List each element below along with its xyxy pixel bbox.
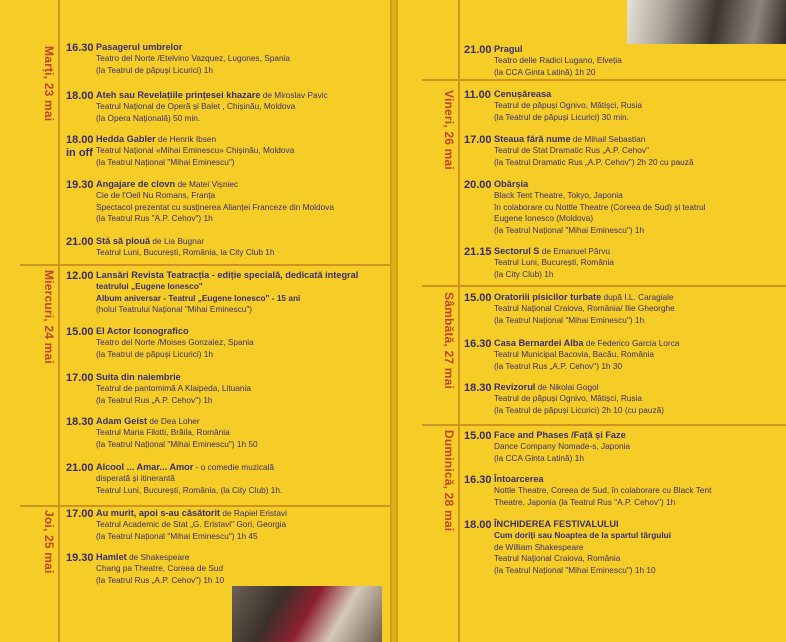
event-details <box>96 236 274 259</box>
event-time-value: 21.15 <box>464 246 492 258</box>
event-detail-line: în colaborare cu Nottle Theatre (Coreea de Sud) și teatrul <box>494 201 706 212</box>
event-detail-line: (la Teatrul Rus „A.P. Cehov") 1h 10 <box>96 574 225 585</box>
event-title: Hamlet <box>96 552 127 562</box>
event-detail-line: Teatrul Național Craiova, România/ Ilie Gheorghe <box>494 303 675 314</box>
event-detail-line: Teatrul Luni, București, România, (la City Club) 1h. <box>96 484 283 495</box>
event-detail-line: (la Teatrul Național "Mihai Eminescu") <box>96 156 235 167</box>
event-title-line <box>96 90 328 101</box>
event-detail-line: (la Opera Națională) 50 min. <box>96 112 201 123</box>
event-time <box>464 338 498 351</box>
event-title-line <box>96 326 254 337</box>
event-details <box>494 246 614 280</box>
event-time <box>464 382 498 395</box>
day-separator <box>422 79 786 81</box>
event-detail-line: (la Teatrul Național "Mihai Eminescu") 1h 10 <box>494 564 656 575</box>
event-time-value: 15.00 <box>464 292 492 304</box>
event-title: Adam Geist <box>96 416 148 426</box>
event-time-value: 17.00 <box>464 134 492 146</box>
event-time <box>66 552 100 565</box>
event-detail-line: (la Teatrul de păpuși Licurici) 1h <box>96 348 213 359</box>
day-column-divider <box>58 0 60 642</box>
event-detail-line: (la CCA Ginta Latină) 1h 20 <box>494 66 596 77</box>
event-details <box>494 179 706 236</box>
event-detail-line: Black Tent Theatre, Tokyo, Japonia <box>494 190 623 201</box>
event-details <box>494 338 679 372</box>
event-detail-line: Cum doriți sau Noaptea de la spartul târgului <box>494 530 672 541</box>
event-detail-line: Album aniversar - Teatrul „Eugene Ionesco" - 15 ani <box>96 292 301 303</box>
event-time-value: 11.00 <box>464 89 491 101</box>
event-detail-line: Eugene Ionesco (Moldova) <box>494 213 594 224</box>
page-gutter <box>390 0 398 642</box>
event-details <box>494 474 711 508</box>
event-title: Obârșia <box>494 179 529 189</box>
event-details <box>96 462 282 496</box>
event-details <box>96 326 254 360</box>
event-details <box>96 416 258 450</box>
event-title-line <box>494 382 664 393</box>
event-details <box>96 42 290 76</box>
event-time <box>66 372 100 385</box>
event-author: de Emanuel Pârvu <box>539 246 611 256</box>
event-detail-line: (holul Teatrului Național "Mihai Eminescu") <box>96 304 253 315</box>
event-title-line <box>96 552 224 563</box>
event-details <box>96 179 334 225</box>
event-author: de Miroslav Pavic <box>260 90 328 100</box>
event-title-line <box>494 179 706 190</box>
event-author: de Henrik Ibsen <box>155 134 217 144</box>
event-details <box>494 382 664 416</box>
event-detail-line: Teatrul de păpuși Ognivo, Mâtișci, Rusia <box>494 393 643 404</box>
event-details <box>96 552 224 586</box>
event-title-line <box>494 89 642 100</box>
event-title-line <box>494 292 675 303</box>
event-title-line <box>96 462 282 473</box>
event-details <box>96 508 287 542</box>
day-separator <box>20 264 390 266</box>
event-title: Stă să plouă <box>96 236 151 246</box>
event-author: de Nikolai Gogol <box>535 382 599 392</box>
event-title-line <box>494 519 671 530</box>
event-title-line <box>494 338 679 349</box>
event-time <box>464 89 498 102</box>
event-time-value: 17.00 <box>66 508 94 520</box>
event-author: de Federico Garcia Lorca <box>583 338 680 348</box>
event-title-line <box>96 508 287 519</box>
event-title: Lansări Revista Teatracția - ediție specială, dedicată integral <box>96 270 359 280</box>
event-title: El Actor Iconografico <box>96 326 189 336</box>
event-time <box>464 179 498 192</box>
event-detail-line: Teatrul de păpuși Ognivo, Mâtișci, Rusia <box>494 100 643 111</box>
day-separator <box>422 285 786 287</box>
event-time-value: 19.30 <box>66 179 94 191</box>
event-detail-line: Teatrul de Stat Dramatic Rus „A.P. Cehov" <box>494 145 649 156</box>
event-time <box>464 292 498 305</box>
event-detail-line: Teatrul de pantomimă A Klaipeda, Lituania <box>96 383 251 394</box>
event-detail-line: Teatrul Luni, București, România <box>494 257 614 268</box>
event-title-line <box>96 372 251 383</box>
event-time <box>464 474 498 487</box>
event-details <box>494 292 675 326</box>
event-detail-line: Teatrul Municipal Bacovia, Bacău, România <box>494 349 655 360</box>
event-details <box>494 44 622 78</box>
event-title-line <box>96 179 334 190</box>
event-time-value: 21.00 <box>66 462 94 474</box>
event-details <box>96 90 328 124</box>
event-detail-line: teatrului „Eugene Ionesco" <box>96 281 203 292</box>
event-title: Cenușăreasa <box>494 89 552 99</box>
event-title: Ateh sau Revelațiile prințesei khazare <box>96 90 261 100</box>
event-detail-line: (la Teatrul Rus „A.P. Cehov") 1h 30 <box>494 360 623 371</box>
event-time-value: 15.00 <box>66 326 94 338</box>
event-title-line <box>96 236 274 247</box>
event-detail-line: Teatrul Maria Filotti, Brăila, România <box>96 427 230 438</box>
event-title: ÎNCHIDEREA FESTIVALULUI <box>494 519 619 529</box>
stage-photo <box>232 586 382 642</box>
event-time-value: 20.00 <box>464 179 492 191</box>
day-separator <box>20 505 390 507</box>
event-author: de Mihail Sebastian <box>570 134 646 144</box>
event-time-value: 19.30 <box>66 552 94 564</box>
event-detail-line: Nottle Theatre, Coreea de Sud, în colaborare cu Black Tent <box>494 485 712 496</box>
event-title: Pragul <box>494 44 523 54</box>
event-time <box>464 246 498 259</box>
event-detail-line: disperată și itinerantă <box>96 473 175 484</box>
event-time-value: 12.00 <box>66 270 94 282</box>
day-column-divider <box>458 0 460 642</box>
event-title-line <box>96 134 294 145</box>
event-title-line <box>494 246 614 257</box>
event-title: Face and Phases /Față și Faze <box>494 430 626 440</box>
event-title-line <box>96 270 358 281</box>
right-page: Vineri, 26 mai Sâmbătă, 27 mai Duminică, 28 mai 21.00 Pragul Teatro delle Radici Lugano, Elveția (la CCA Ginta Latină) 1h 20 11.00 Cenușăreasa Teatrul de păpuși Ognivo, Mâtișci, Rusia (la Teatrul de păpuși Licurici) 30 min. 17.00 Steaua fără nume de Mihail Sebastian Teatrul de Stat Dramatic Rus „A.P. Cehov" (la Teatrul Dramatic Rus „A.P. Cehov") 2h 20 cu pauză 20.00 Obârșia Black Tent Theatre, Tokyo, Japonia în colaborare cu Nottle Theatre (Coreea de Sud) și teatrul Eugene Ionesco (Moldova) (la Teatrul Național "Mihai Eminescu") 1h 21.15 Sectorul S de Emanuel Pârvu Teatrul Luni, București, România (la City Club) 1h 15.00 Oratoriii pisicilor turbate după I.L. Caragiale Teatrul Național Craiova, România/ Ilie Gheorghe (la Teatrul Național "Mihai Eminescu") 1h 16.30 Casa Bernardei Alba de Federico Garcia Lorca Teatrul Municipal Bacovia, Bacău, România (la Teatrul Rus „A.P. Cehov") 1h 30 18.30 Revizorul de Nikolai Gogol Teatrul de păpuși Ognivo, Mâtișci, Rusia (la Teatrul de păpuși Licurici) 2h 10 (cu pauză) 15.00 Face and Phases /Față și Faze Dance Company Nomade-s, Japonia (la CCA Ginta Latină) 1h 16.30 Întoarcerea Nottle Theatre, Coreea de Sud, în colaborare cu Black Tent Theatre, Japonia (la Teatrul Rus "A.P. Cehov") 1h 18.00 ÎNCHIDEREA FESTIVALULUI Cum doriți sau Noaptea de la spartul târgului de William Shakespeare Teatrul Național Craiova, România (la Teatrul Național "Mihai Eminescu") 1h 10 <box>398 0 786 642</box>
event-time <box>66 508 100 521</box>
event-time-value: 21.00 <box>464 44 492 56</box>
event-detail-line: (la Teatrul Dramatic Rus „A.P. Cehov") 2h 20 cu pauză <box>494 156 694 167</box>
event-title: Hedda Gabler <box>96 134 156 144</box>
event-detail-line: (la Teatrul de păpuși Licurici) 1h <box>96 64 213 75</box>
event-title: Steaua fără nume <box>494 134 571 144</box>
event-time <box>66 416 100 429</box>
event-details <box>494 430 630 464</box>
event-detail-line: (la Teatrul Rus „A.P. Cehov") 1h <box>96 394 213 405</box>
left-page: Marți, 23 mai Miercuri, 24 mai Joi, 25 mai 16.30 Pasagerul umbrelor Teatro del Norte /Etelvino Vazquez, Lugones, Spania (la Teatrul de păpuși Licurici) 1h 18.00 Ateh sau Revelațiile prințesei khazare de Miroslav Pavic Teatrul Național de Operă și Balet , Chișinău, Moldova (la Opera Națională) 50 min. 18.00 in off Hedda Gabler de Henrik Ibsen Teatrul Național «Mihai Eminescu» Chișinău, Moldova (la Teatrul Național "Mihai Eminescu") 19.30 Angajare de clovn de Matei Vișniec Cie de l'Oeil Nu Romans, Franța Spectacol prezentat cu susținerea Alianței Franceze din Moldova (la Teatrul Rus "A.P. Cehov") 1h 21.00 Stă să plouă de Lia Bugnar Teatrul Luni, București, România, la City Club 1h 12.00 Lansări Revista Teatracția - ediție specială, dedicată integral teatrului „Eugene Ionesco" Album aniversar - Teatrul „Eugene Ionesco" - 15 ani (holul Teatrului Național "Mihai Eminescu") 15.00 El Actor Iconografico Teatro del Norte /Moises Gonzalez, Spania (la Teatrul de păpuși Licurici) 1h 17.00 Suita din naiembrie Teatrul de pantomimă A Klaipeda, Lituania (la Teatrul Rus „A.P. Cehov") 1h 18.30 Adam Geist de Dea Loher Teatrul Maria Filotti, Brăila, România (la Teatrul Național "Mihai Eminescu") 1h 50 21.00 Alcool ... Amar... Amor - o comedie muzicală disperată și itinerantă Teatrul Luni, București, România, (la City Club) 1h. 17.00 Au murit, apoi s-au căsătorit de Rapiel Eristavi Teatrul Academic de Stat „G. Eristavi" Gori, Georgia (la Teatrul Național "Mihai Eminescu") 1h 45 19.30 Hamlet de Shakespeare Chang pa Theatre, Coreea de Sud (la Teatrul Rus „A.P. Cehov") 1h 10 <box>0 0 390 642</box>
event-time <box>464 430 498 443</box>
event-detail-line: Theatre, Japonia (la Teatrul Rus "A.P. Cehov") 1h <box>494 496 676 507</box>
event-time-value: 18.30 <box>66 416 94 428</box>
event-time-value: 21.00 <box>66 236 94 248</box>
event-title-line <box>494 430 630 441</box>
event-time-note: in off <box>66 147 93 159</box>
event-detail-line: Chang pa Theatre, Coreea de Sud <box>96 563 224 574</box>
event-detail-line: Teatro del Norte /Moises Gonzalez, Spania <box>96 337 254 348</box>
stage-photo <box>627 0 786 44</box>
event-detail-line: (la CCA Ginta Latină) 1h <box>494 452 584 463</box>
event-title: Oratoriii pisicilor turbate <box>494 292 602 302</box>
event-time <box>66 42 100 55</box>
event-details <box>96 270 358 316</box>
event-author: de Matei Vișniec <box>175 179 239 189</box>
event-details <box>494 134 694 168</box>
event-detail-line: (la City Club) 1h <box>494 268 554 279</box>
event-title: Angajare de clovn <box>96 179 176 189</box>
day-separator <box>422 424 786 426</box>
event-title: Suita din naiembrie <box>96 372 181 382</box>
event-author: - o comedie muzicală <box>193 462 275 472</box>
event-author: de Rapiel Eristavi <box>220 508 287 518</box>
event-title: Au murit, apoi s-au căsătorit <box>96 508 221 518</box>
event-detail-line: (la Teatrul Național "Mihai Eminescu") 1h 45 <box>96 530 258 541</box>
event-title-line <box>494 474 711 485</box>
event-time <box>66 270 100 283</box>
event-title: Întoarcerea <box>494 474 544 484</box>
event-time <box>464 44 498 57</box>
event-time-value: 16.30 <box>464 474 492 486</box>
event-time <box>66 179 100 192</box>
event-detail-line: (la Teatrul Național "Mihai Eminescu") 1h <box>494 314 645 325</box>
event-title: Revizorul <box>494 382 536 392</box>
event-detail-line: Teatrul Luni, București, România, la City Club 1h <box>96 247 275 258</box>
event-details <box>494 519 671 576</box>
event-time-value: 18.30 <box>464 382 492 394</box>
event-time <box>464 519 498 532</box>
event-time-value: 17.00 <box>66 372 94 384</box>
event-author: de Dea Loher <box>147 416 200 426</box>
event-time <box>66 134 100 160</box>
event-details <box>494 89 642 123</box>
event-details <box>96 372 251 406</box>
event-author: după I.L. Caragiale <box>601 292 674 302</box>
event-time <box>66 236 100 249</box>
event-detail-line: (la Teatrul Rus "A.P. Cehov") 1h <box>96 213 213 224</box>
event-time-value: 18.00 <box>464 519 492 531</box>
event-detail-line: Cie de l'Oeil Nu Romans, Franța <box>96 190 216 201</box>
event-detail-line: Teatro del Norte /Etelvino Vazquez, Lugones, Spania <box>96 53 291 64</box>
event-detail-line: (la Teatrul Național "Mihai Eminescu") 1h 50 <box>96 438 258 449</box>
event-time-value: 18.00 <box>66 134 94 146</box>
event-author: de Lia Bugnar <box>150 236 205 246</box>
event-detail-line: Teatrul Academic de Stat „G. Eristavi" Gori, Georgia <box>96 519 287 530</box>
event-author: de Shakespeare <box>126 552 190 562</box>
event-time-value: 16.30 <box>66 42 94 54</box>
event-detail-line: Spectacol prezentat cu susținerea Alianței Franceze din Moldova <box>96 201 334 212</box>
event-detail-line: Dance Company Nomade-s, Japonia <box>494 441 631 452</box>
event-time <box>66 326 100 339</box>
event-detail-line: de William Shakespeare <box>494 541 584 552</box>
event-detail-line: Teatrul Național Craiova, România <box>494 553 621 564</box>
event-time <box>66 90 100 103</box>
event-title: Pasagerul umbrelor <box>96 42 183 52</box>
event-time <box>66 462 100 475</box>
event-title: Alcool ... Amar... Amor <box>96 462 194 472</box>
event-time-value: 18.00 <box>66 90 94 102</box>
event-title: Casa Bernardei Alba <box>494 338 584 348</box>
event-title: Sectorul S <box>494 246 540 256</box>
event-detail-line: Teatro delle Radici Lugano, Elveția <box>494 55 622 66</box>
event-detail-line: Teatrul Național «Mihai Eminescu» Chișinău, Moldova <box>96 145 295 156</box>
event-detail-line: (la Teatrul de păpuși Licurici) 30 min. <box>494 111 629 122</box>
event-title-line <box>96 42 290 53</box>
event-detail-line: (la Teatrul Național "Mihai Eminescu") 1h <box>494 224 645 235</box>
event-details <box>96 134 294 168</box>
event-time-value: 16.30 <box>464 338 492 350</box>
event-detail-line: (la Teatrul de păpuși Licurici) 2h 10 (cu pauză) <box>494 404 665 415</box>
event-title-line <box>494 44 622 55</box>
event-time-value: 15.00 <box>464 430 492 442</box>
event-title-line <box>96 416 258 427</box>
event-title-line <box>494 134 694 145</box>
event-detail-line: Teatrul Național de Operă și Balet , Chișinău, Moldova <box>96 101 296 112</box>
event-time <box>464 134 498 147</box>
